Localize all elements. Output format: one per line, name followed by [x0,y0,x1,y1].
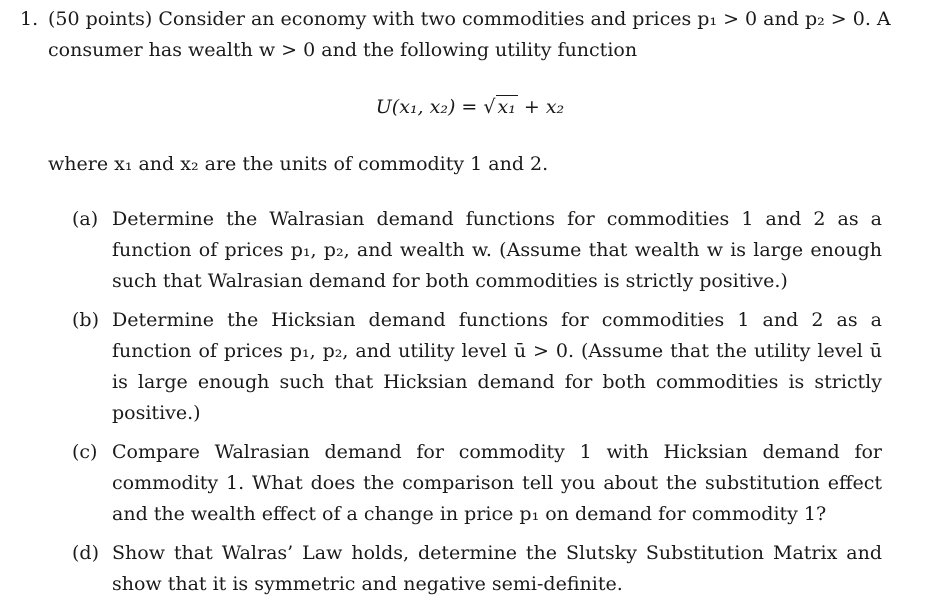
part-c-text: Compare Walrasian demand for commodity 1 with Hicksian demand for commodity 1. What does the comparison tell you about the substitution effect and the wealth effect of a change in price p₁ on demand for commodity 1? [112,441,882,525]
part-a-text: Determine the Walrasian demand functions for commodities 1 and 2 as a function of prices p₁, p₂, and wealth w. (Assume that wealth w is large enough such that Walrasian demand for both commodities is strictly positive.) [112,208,882,292]
part-c [72,437,882,530]
part-b-label: (b) [72,309,99,331]
part-a [72,204,882,297]
problem-intro: (50 points) Consider an economy with two commodities and prices p₁ > 0 and p₂ > 0. A consumer has wealth w > 0 and the following utility function [48,8,891,61]
formula-rest: + x₂ [517,96,565,118]
formula-radicand: x₁ [497,96,516,118]
part-b [72,305,882,429]
sub-questions [72,204,882,608]
part-a-label: (a) [72,208,99,230]
problem-1 [20,4,920,595]
radical-sign: √ [483,96,496,118]
part-d-text: Show that Walras’ Law holds, determine the Slutsky Substitution Matrix and show that it is symmetric and negative semi-definite. [112,542,882,595]
utility-formula [20,92,920,123]
formula-lhs: U(x₁, x₂) = [375,96,484,118]
part-b-text: Determine the Hicksian demand functions for commodities 1 and 2 as a function of prices p₁, p₂, and utility level ū > 0. (Assume that the utility level ū is large enough such that Hicksian demand for both commodities is strictly positive.) [112,309,882,424]
part-d-label: (d) [72,542,99,564]
problem-number: 1. [20,8,39,30]
part-d [72,538,882,600]
sqrt-symbol [483,92,517,123]
part-c-label: (c) [72,441,98,463]
where-clause: where x₁ and x₂ are the units of commodity 1 and 2. [48,153,549,175]
